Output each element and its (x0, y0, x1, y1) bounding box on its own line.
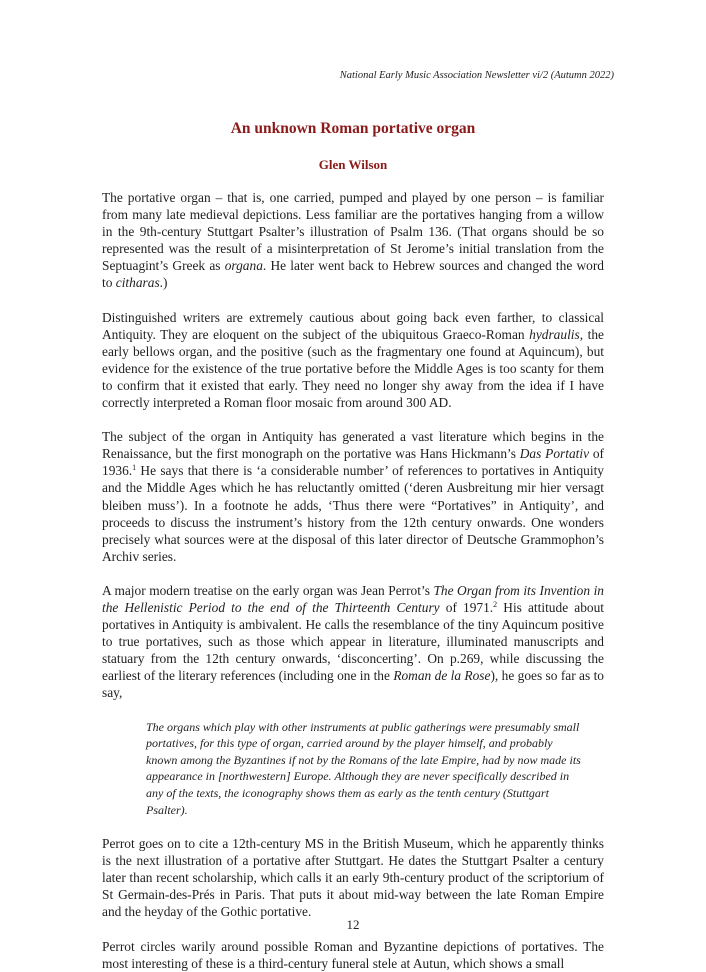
footnote-marker-2[interactable]: 2 (493, 599, 498, 609)
running-header: National Early Music Association Newsletter vi/2 (Autumn 2022) (339, 70, 614, 81)
article-author: Glen Wilson (318, 157, 388, 172)
paragraph-4: A major modern treatise on the early organ was Jean Perrot’s The Organ from its Invention in the Hellenistic Period to the end of the Thirteenth Century of 1971.$^2$ His attitude about portatives in Antiquity is ambivalent. He calls the resemblance of the tiny Aquincum positive to true portatives, such as those which appear in literature, illuminated manuscripts and statuary from the 12th century onwards, ‘disconcerting’. On p.269, while discussing the earliest of the literary references (including one in the Roman de la Rose), he goes so far as to say, (102, 582, 605, 701)
page-number: 12 (346, 917, 360, 932)
paragraph-6: Perrot circles warily around possible Roman and Byzantine depictions of portatives. The most interesting of these is a third-century funeral stele at Autun, which shows a small (102, 938, 604, 971)
work-title-roman-de-la-rose: Roman de la Rose (393, 668, 491, 684)
paragraph-2: Distinguished writers are extremely cautious about going back even farther, to classical Antiquity. They are eloquent on the subject of the ubiquitous Graeco-Roman hydraulis, the early bellows organ, and the positive (such as the fragmentary one found at Aquincum), but evidence for the existence of the true portative before the Middle Ages is too scanty for them to confirm that it existed that early. They need no longer shy away from the idea if I have correctly interpreted a Roman floor mosaic from around 300 AD. (102, 309, 604, 411)
book-title-the-organ: The Organ from its Invention in the Hellenistic Period to the end of the Thirteenth Century (102, 582, 605, 615)
paragraph-3: The subject of the organ in Antiquity has generated a vast literature which begins in the Renaissance, but the first monograph on the portative was Hans Hickmann’s Das Portativ of 1936.$^1$ He says that there is ‘a considerable number’ of references to portatives in Antiquity and the Middle Ages which he has reluctantly omitted (‘deren Ausbreitung mir hier versagt bleiben muss’). In a footnote he adds, ‘Thus there were “Portatives” in Antiquity’, and proceeds to discuss the instrument’s history from the 12th century onwards. One wonders precisely what sources were at the disposal of this later director of Deutsche Grammophon’s Archiv series. (102, 429, 604, 564)
paragraph-1: The portative organ – that is, one carried, pumped and played by one person – is familiar from many late medieval depictions. Less familiar are the portatives hanging from a willow in the 9th-century Stuttgart Psalter’s illustration of Psalm 136. (That organs should be so represented was the result of a misinterpretation of St Jerome’s initial translation from the Septuagint’s Greek as organa. He later went back to Hebrew sources and changed the word to citharas.) (102, 190, 604, 291)
emphasis-citharas: citharas (115, 275, 160, 291)
emphasis-organa: organa (224, 258, 263, 274)
emphasis-hydraulis: hydraulis (529, 326, 580, 342)
book-title-das-portativ: Das Portativ (519, 446, 590, 462)
article-body (102, 189, 604, 972)
footnote-marker-1[interactable]: 1 (132, 463, 137, 473)
block-quote: The organs which play with other instruments at public gatherings were presumably small portatives, for this type of organ, carried around by the player himself, and probably known among the Byzantines if not by the Romans of the late Empire, had by now made its appearance in [northwestern] Europe. Although they are never specifically described in any of the texts, the iconography shows them as early as the tenth century (Stuttgart Psalter). (146, 719, 581, 817)
paragraph-5: Perrot goes on to cite a 12th-century MS in the British Museum, which he apparently thinks is the next illustration of a portative after Stuttgart. He dates the Stuttgart Psalter a century later than recent scholarship, which calls it an early 9th-century product of the scriptorium of St Germain-des-Prés in Paris. That puts it about mid-way between the late Roman Empire and the heyday of the Gothic portative. (102, 836, 604, 920)
article-title: An unknown Roman portative organ (230, 120, 476, 137)
